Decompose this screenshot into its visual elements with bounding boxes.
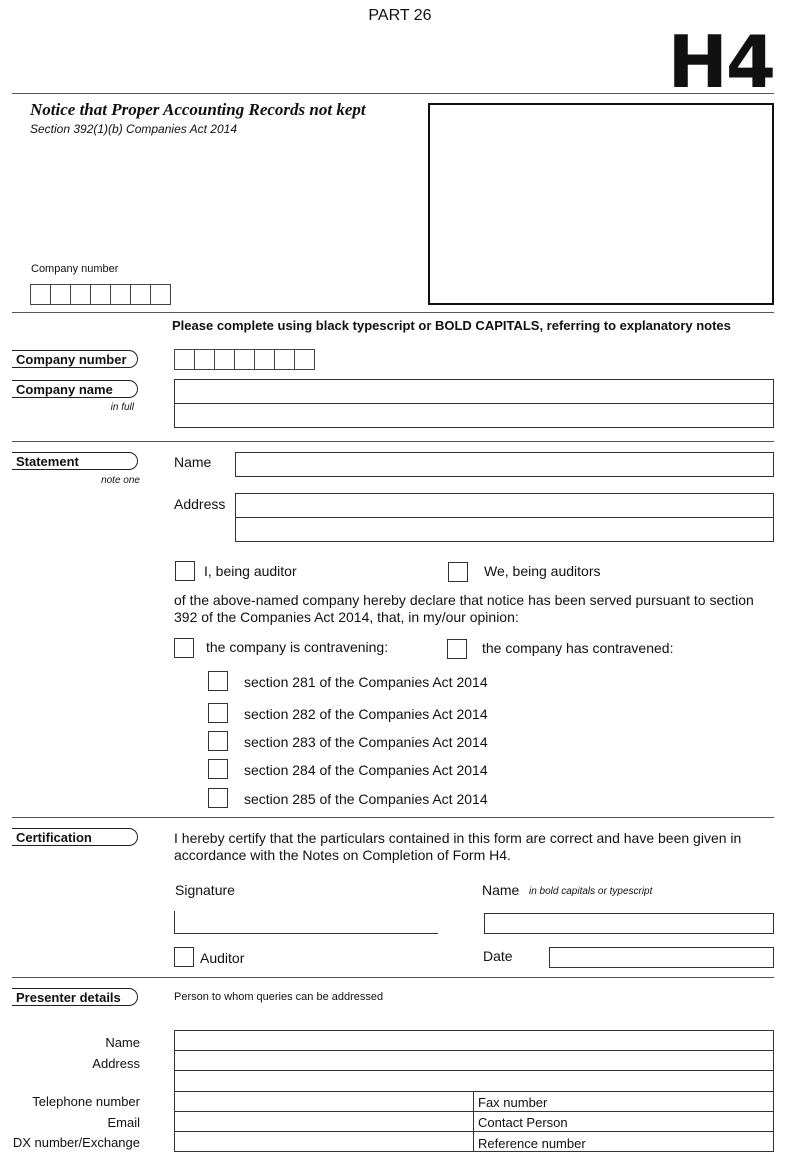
part-label: PART 26 [368,7,432,24]
section-284-checkbox[interactable] [208,759,228,779]
presenter-dx-field[interactable] [174,1131,474,1152]
form-subtitle: Section 392(1)(b) Companies Act 2014 [30,122,237,136]
contact-label: Contact Person [478,1115,568,1130]
cert-name-note: in bold capitals or typescript [529,886,653,897]
auditor-plural-label: We, being auditors [484,563,601,579]
statement-address-field-1[interactable] [235,493,774,518]
date-field[interactable] [549,947,774,968]
company-name-field-1[interactable] [174,379,774,404]
section-282-checkbox[interactable] [208,703,228,723]
presenter-address-field-1[interactable] [174,1050,774,1071]
contravening-label: the company is contravening: [206,639,389,655]
statement-name-label: Name [174,454,212,470]
contravened-label: the company has contravened: [482,640,674,656]
section-285-label: section 285 of the Companies Act 2014 [244,791,488,807]
company-number-cells-top[interactable] [31,284,171,305]
presenter-name-label: Name [105,1035,140,1050]
company-number-cells[interactable] [175,349,315,370]
company-name-field-2[interactable] [174,403,774,428]
auditor-checkbox[interactable] [174,947,194,967]
divider [12,312,774,313]
section-281-label: section 281 of the Companies Act 2014 [244,674,488,690]
section-281-checkbox[interactable] [208,671,228,691]
statement-name-field[interactable] [235,452,774,477]
section-283-label: section 283 of the Companies Act 2014 [244,734,488,750]
presenter-reference-field[interactable] [473,1131,774,1152]
date-label: Date [483,948,513,964]
cert-name-label: Name [482,882,520,898]
company-name-note: in full [110,402,134,413]
presenter-email-label: Email [107,1115,140,1130]
presenter-address-label: Address [92,1056,140,1071]
auditor-single-checkbox[interactable] [175,561,195,581]
presenter-telephone-field[interactable] [174,1091,474,1112]
company-name-tag: Company name [12,380,138,398]
section-285-checkbox[interactable] [208,788,228,808]
section-283-checkbox[interactable] [208,731,228,751]
stamp-box [428,103,774,305]
auditor-label: Auditor [200,950,245,966]
presenter-name-field[interactable] [174,1030,774,1051]
auditor-plural-checkbox[interactable] [448,562,468,582]
presenter-fax-field[interactable] [473,1091,774,1112]
presenter-contact-field[interactable] [473,1111,774,1132]
auditor-single-label: I, being auditor [204,563,297,579]
cert-name-field[interactable] [484,913,774,934]
declaration-text: of the above-named company hereby declare that notice has been served pursuant to section 392 of the Companies Act 2014, that, in my/our opinion: [174,592,754,625]
divider [12,977,774,978]
divider [12,817,774,818]
presenter-dx-label: DX number/Exchange [12,1135,140,1150]
fax-label: Fax number [478,1095,548,1110]
divider [12,93,774,94]
certification-tag: Certification [12,828,138,846]
contravening-checkbox[interactable] [174,638,194,658]
section-282-label: section 282 of the Companies Act 2014 [244,706,488,722]
statement-tag: Statement [12,452,138,470]
signature-label: Signature [175,882,235,898]
presenter-tag: Presenter details [12,988,138,1006]
presenter-address-field-2[interactable] [174,1070,774,1092]
divider [12,441,774,442]
form-code: H4 [667,20,774,104]
presenter-email-field[interactable] [174,1111,474,1132]
reference-label: Reference number [478,1136,586,1151]
section-284-label: section 284 of the Companies Act 2014 [244,762,488,778]
presenter-note: Person to whom queries can be addressed [174,991,384,1003]
statement-address-label: Address [174,496,226,512]
signature-field[interactable] [174,911,438,934]
presenter-telephone-label: Telephone number [32,1094,140,1109]
statement-address-field-2[interactable] [235,517,774,542]
form-title: Notice that Proper Accounting Records not kept [30,100,366,119]
company-number-tag: Company number [12,350,138,368]
contravened-checkbox[interactable] [447,639,467,659]
statement-note: note one [101,475,140,486]
instructions: Please complete using black typescript or BOLD CAPITALS, referring to explanatory notes [172,318,731,333]
certification-text: I hereby certify that the particulars contained in this form are correct and have been given in accordance with the Notes on Completion of Form H4. [174,830,742,863]
company-number-label-top: Company number [31,263,119,275]
